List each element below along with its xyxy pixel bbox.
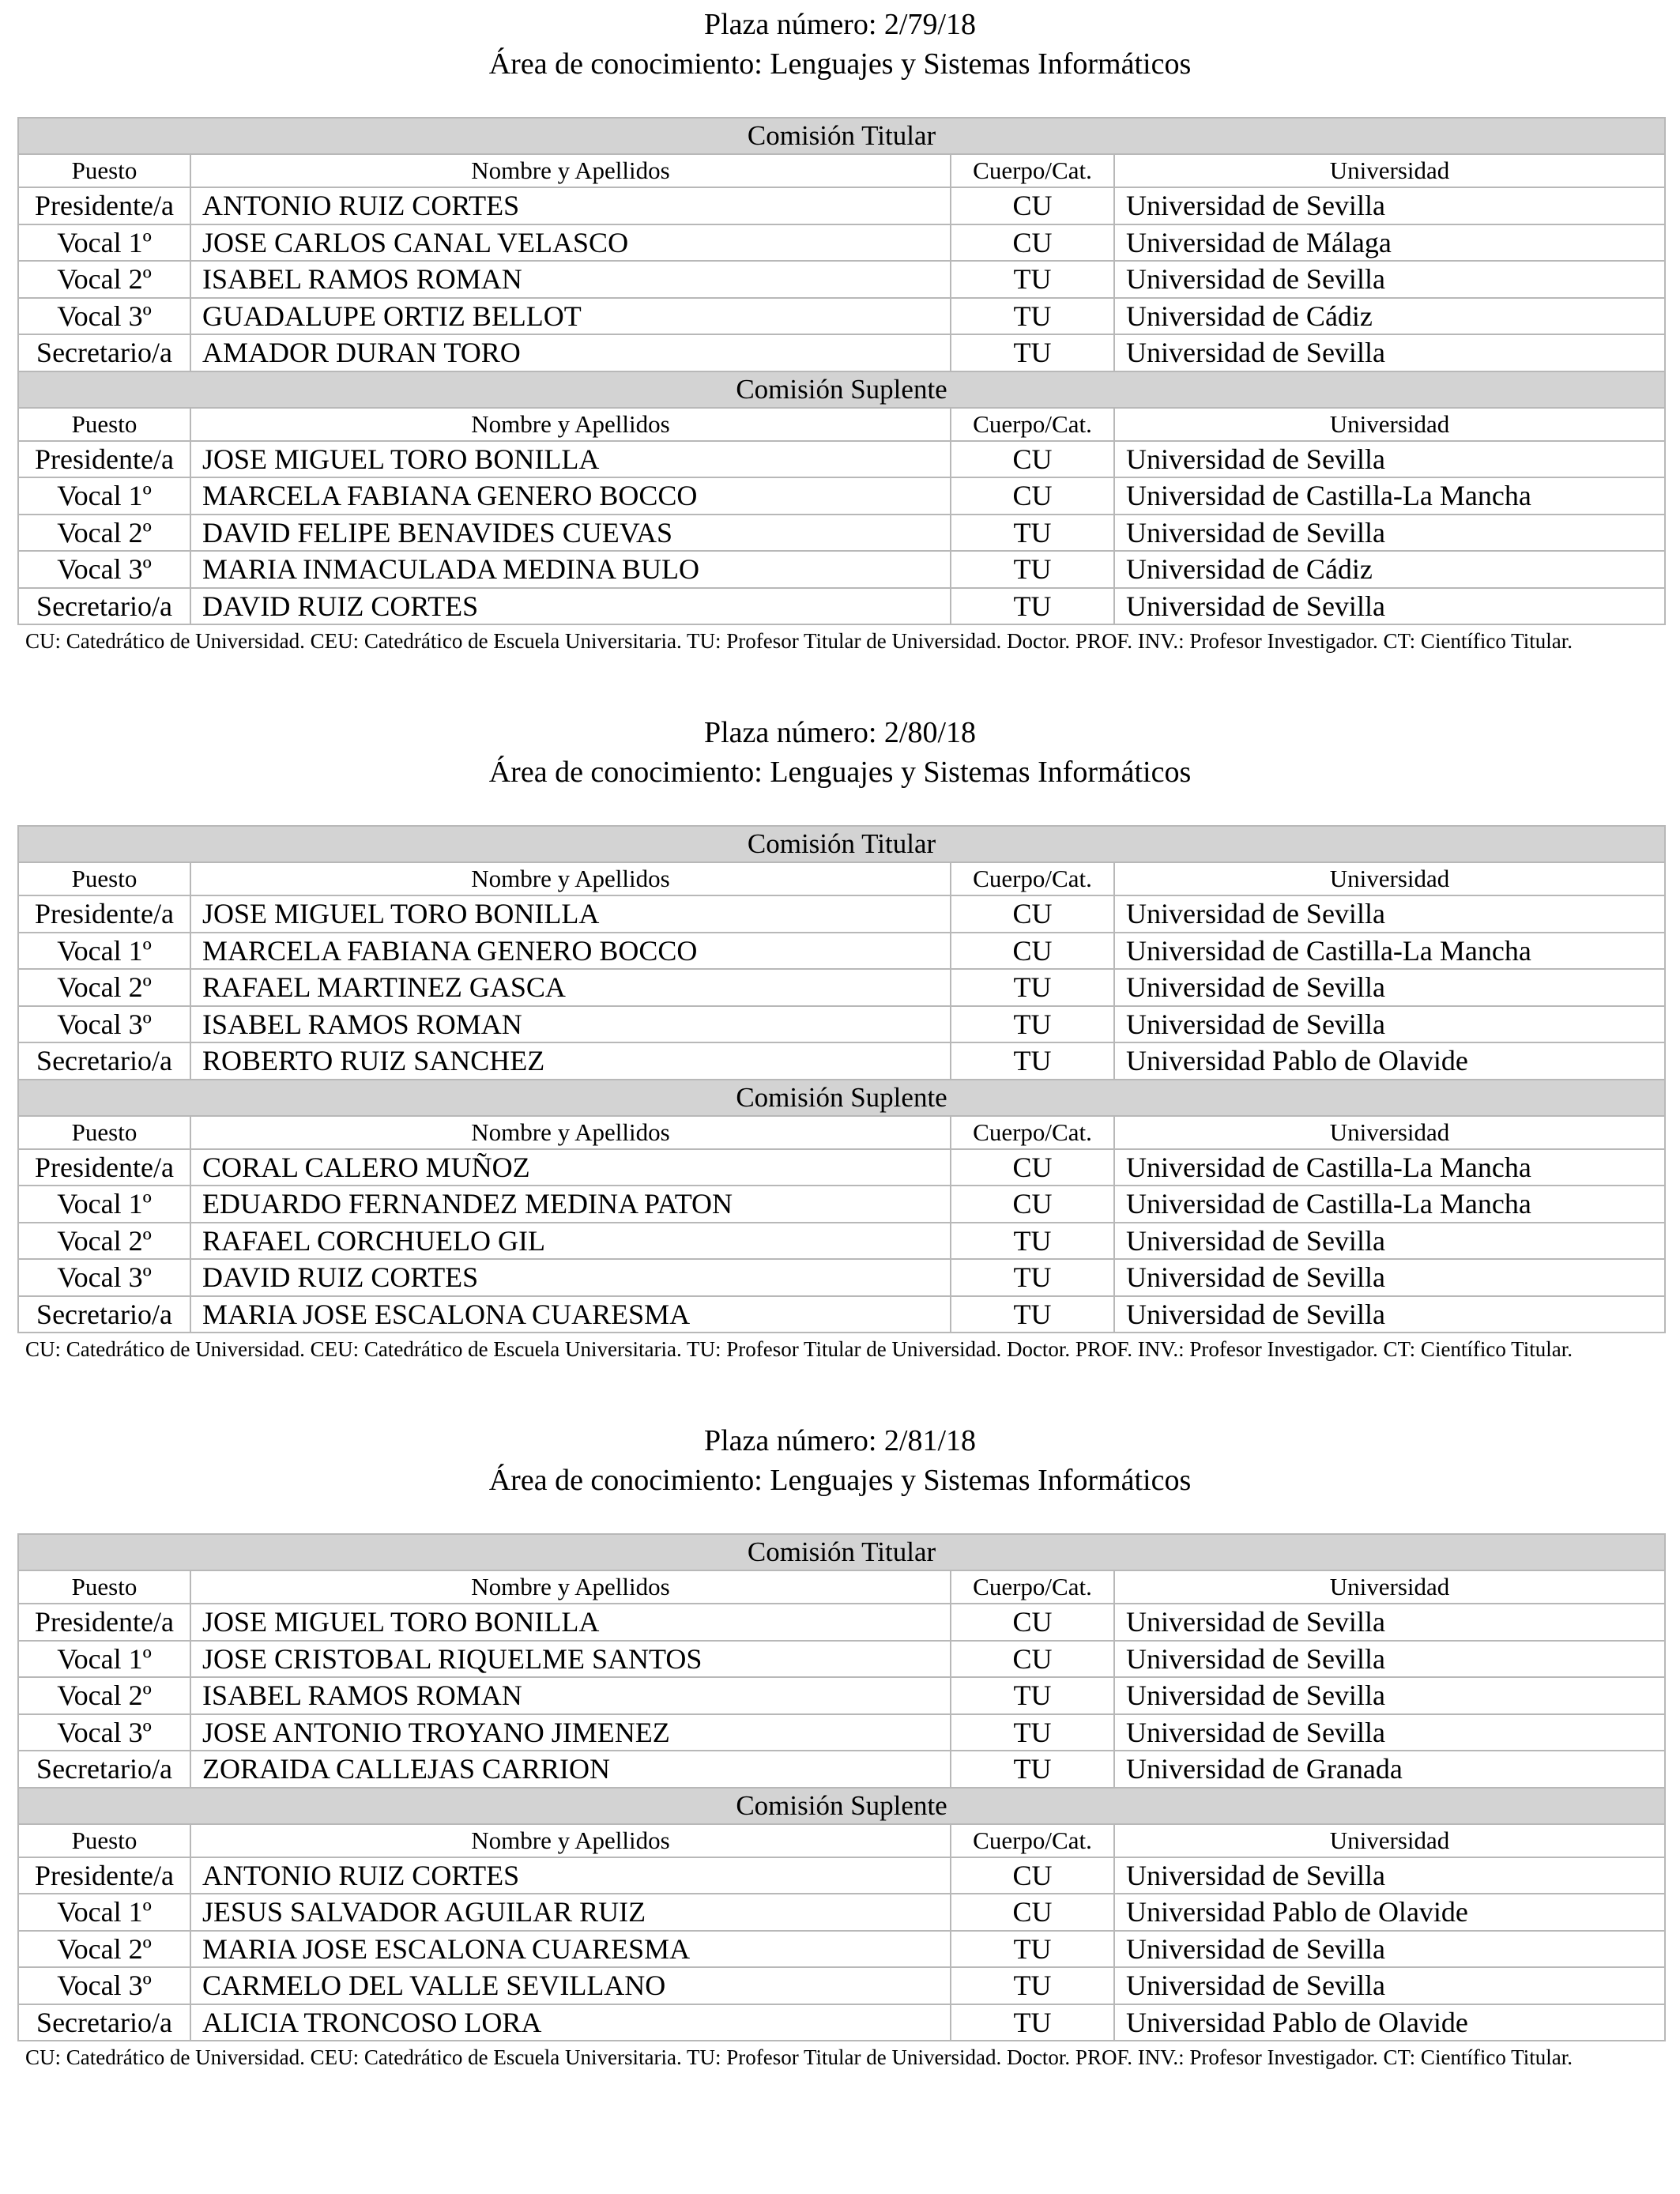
cell-universidad: Universidad de Cádiz [1114,551,1665,588]
cell-puesto: Vocal 1º [18,477,190,515]
cell-universidad: Universidad de Sevilla [1114,1967,1665,2004]
cell-cuerpo: TU [951,1677,1114,1714]
cell-cuerpo: CU [951,933,1114,970]
table-row [18,2004,1665,2041]
cell-nombre: MARCELA FABIANA GENERO BOCCO [190,477,951,515]
section-header-row [18,1080,1665,1116]
cell-nombre: CORAL CALERO MUÑOZ [190,1149,951,1186]
column-header-nombre: Nombre y Apellidos [190,862,951,895]
cell-cuerpo: CU [951,1641,1114,1678]
table-row [18,334,1665,371]
cell-universidad: Universidad de Sevilla [1114,1259,1665,1296]
column-header-nombre: Nombre y Apellidos [190,154,951,187]
cell-nombre: CARMELO DEL VALLE SEVILLANO [190,1967,951,2004]
cell-universidad: Universidad de Sevilla [1114,334,1665,371]
column-header-nombre: Nombre y Apellidos [190,1824,951,1857]
table-row [18,1677,1665,1714]
plaza-number: Plaza número: 2/79/18 [703,8,977,41]
table-row [18,1223,1665,1260]
cell-nombre: JOSE ANTONIO TROYANO JIMENEZ [190,1714,951,1751]
column-header-universidad: Universidad [1114,1824,1665,1857]
table-row [18,1006,1665,1043]
cell-cuerpo: CU [951,1857,1114,1894]
comision-titular-header: Comisión Titular [18,1534,1665,1570]
cell-cuerpo: CU [951,477,1114,515]
cell-cuerpo: TU [951,1967,1114,2004]
column-header-cuerpo: Cuerpo/Cat. [951,1116,1114,1149]
cell-puesto: Presidente/a [18,1604,190,1641]
cell-nombre: MARIA JOSE ESCALONA CUARESMA [190,1931,951,1968]
cell-puesto: Vocal 3º [18,1967,190,2004]
column-header-row [18,154,1665,187]
cell-nombre: DAVID FELIPE BENAVIDES CUEVAS [190,515,951,552]
comision-suplente-header: Comisión Suplente [18,1080,1665,1116]
plaza-number: Plaza número: 2/80/18 [703,716,977,749]
column-header-nombre: Nombre y Apellidos [190,1116,951,1149]
section-header-row [18,1788,1665,1824]
cell-nombre: JOSE MIGUEL TORO BONILLA [190,1604,951,1641]
cell-nombre: ZORAIDA CALLEJAS CARRION [190,1751,951,1788]
column-header-universidad: Universidad [1114,154,1665,187]
column-header-puesto: Puesto [18,154,190,187]
comision-suplente-header: Comisión Suplente [18,1788,1665,1824]
column-header-cuerpo: Cuerpo/Cat. [951,1570,1114,1604]
section-header-row [18,1534,1665,1570]
commission-table [17,117,1666,625]
column-header-puesto: Puesto [18,408,190,441]
knowledge-area: Área de conocimiento: Lenguajes y Sistemas Informáticos [488,756,1192,789]
cell-universidad: Universidad de Castilla-La Mancha [1114,933,1665,970]
cell-universidad: Universidad de Castilla-La Mancha [1114,1186,1665,1223]
cell-nombre: RAFAEL MARTINEZ GASCA [190,969,951,1006]
column-header-puesto: Puesto [18,1824,190,1857]
column-header-row [18,862,1665,895]
cell-nombre: ISABEL RAMOS ROMAN [190,261,951,298]
cell-cuerpo: CU [951,1604,1114,1641]
column-header-row [18,408,1665,441]
column-header-row [18,1570,1665,1604]
table-row [18,261,1665,298]
table-row [18,588,1665,625]
cell-puesto: Vocal 2º [18,1223,190,1260]
cell-universidad: Universidad Pablo de Olavide [1114,1894,1665,1931]
cell-cuerpo: CU [951,1186,1114,1223]
cell-cuerpo: TU [951,1042,1114,1080]
comision-suplente-header: Comisión Suplente [18,371,1665,408]
section-header-row [18,118,1665,154]
table-row [18,1751,1665,1788]
cell-puesto: Secretario/a [18,2004,190,2041]
knowledge-area: Área de conocimiento: Lenguajes y Sistemas Informáticos [488,47,1192,81]
table-row [18,1641,1665,1678]
cell-universidad: Universidad de Sevilla [1114,187,1665,224]
column-header-row [18,1116,1665,1149]
table-row [18,1186,1665,1223]
abbreviations-note: CU: Catedrático de Universidad. CEU: Catedrático de Escuela Universitaria. TU: Profesor Titular de Universidad. Doctor. PROF. INV.: Profesor Investigador. CT: Científico Titular. [25,629,1573,653]
table-row [18,224,1665,262]
cell-cuerpo: CU [951,1894,1114,1931]
cell-universidad: Universidad de Granada [1114,1751,1665,1788]
column-header-nombre: Nombre y Apellidos [190,408,951,441]
cell-nombre: JOSE MIGUEL TORO BONILLA [190,441,951,478]
cell-universidad: Universidad de Sevilla [1114,261,1665,298]
cell-universidad: Universidad de Sevilla [1114,969,1665,1006]
table-row [18,551,1665,588]
column-header-row [18,1824,1665,1857]
cell-nombre: ISABEL RAMOS ROMAN [190,1677,951,1714]
cell-cuerpo: CU [951,224,1114,262]
cell-nombre: RAFAEL CORCHUELO GIL [190,1223,951,1260]
cell-cuerpo: TU [951,588,1114,625]
cell-cuerpo: CU [951,187,1114,224]
table-row [18,1296,1665,1333]
abbreviations-note: CU: Catedrático de Universidad. CEU: Catedrático de Escuela Universitaria. TU: Profesor Titular de Universidad. Doctor. PROF. INV.: Profesor Investigador. CT: Científico Titular. [25,2045,1573,2069]
cell-nombre: DAVID RUIZ CORTES [190,588,951,625]
cell-nombre: ANTONIO RUIZ CORTES [190,187,951,224]
abbreviations-note: CU: Catedrático de Universidad. CEU: Catedrático de Escuela Universitaria. TU: Profesor Titular de Universidad. Doctor. PROF. INV.: Profesor Investigador. CT: Científico Titular. [25,1337,1573,1361]
cell-universidad: Universidad Pablo de Olavide [1114,2004,1665,2041]
cell-puesto: Vocal 2º [18,1677,190,1714]
cell-universidad: Universidad de Sevilla [1114,895,1665,933]
table-row [18,441,1665,478]
column-header-puesto: Puesto [18,862,190,895]
cell-cuerpo: TU [951,551,1114,588]
table-row [18,1149,1665,1186]
table-row [18,187,1665,224]
cell-cuerpo: CU [951,1149,1114,1186]
cell-nombre: EDUARDO FERNANDEZ MEDINA PATON [190,1186,951,1223]
table-row [18,1714,1665,1751]
cell-puesto: Vocal 3º [18,1714,190,1751]
cell-universidad: Universidad de Sevilla [1114,588,1665,625]
cell-nombre: MARIA INMACULADA MEDINA BULO [190,551,951,588]
cell-puesto: Vocal 1º [18,1641,190,1678]
section-header-row [18,371,1665,408]
cell-puesto: Vocal 3º [18,551,190,588]
cell-cuerpo: TU [951,2004,1114,2041]
cell-nombre: MARIA JOSE ESCALONA CUARESMA [190,1296,951,1333]
cell-universidad: Universidad de Sevilla [1114,1677,1665,1714]
cell-cuerpo: TU [951,261,1114,298]
cell-universidad: Universidad de Sevilla [1114,1641,1665,1678]
plaza-number: Plaza número: 2/81/18 [703,1424,977,1457]
cell-universidad: Universidad de Sevilla [1114,1857,1665,1894]
cell-nombre: ISABEL RAMOS ROMAN [190,1006,951,1043]
cell-puesto: Vocal 3º [18,1259,190,1296]
cell-universidad: Universidad de Sevilla [1114,1006,1665,1043]
column-header-cuerpo: Cuerpo/Cat. [951,862,1114,895]
cell-universidad: Universidad de Cádiz [1114,298,1665,335]
cell-puesto: Secretario/a [18,1751,190,1788]
cell-puesto: Presidente/a [18,1857,190,1894]
cell-nombre: DAVID RUIZ CORTES [190,1259,951,1296]
cell-puesto: Secretario/a [18,588,190,625]
cell-puesto: Presidente/a [18,187,190,224]
table-row [18,1042,1665,1080]
table-row [18,933,1665,970]
cell-puesto: Secretario/a [18,1296,190,1333]
cell-universidad: Universidad de Málaga [1114,224,1665,262]
cell-cuerpo: CU [951,441,1114,478]
cell-puesto: Vocal 1º [18,933,190,970]
column-header-cuerpo: Cuerpo/Cat. [951,1824,1114,1857]
cell-puesto: Vocal 2º [18,1931,190,1968]
cell-universidad: Universidad de Sevilla [1114,1604,1665,1641]
cell-puesto: Vocal 2º [18,515,190,552]
cell-nombre: ANTONIO RUIZ CORTES [190,1857,951,1894]
cell-nombre: JOSE CARLOS CANAL VELASCO [190,224,951,262]
column-header-cuerpo: Cuerpo/Cat. [951,408,1114,441]
cell-puesto: Vocal 1º [18,1894,190,1931]
column-header-puesto: Puesto [18,1570,190,1604]
knowledge-area: Área de conocimiento: Lenguajes y Sistemas Informáticos [488,1464,1192,1497]
cell-nombre: JOSE MIGUEL TORO BONILLA [190,895,951,933]
cell-universidad: Universidad de Sevilla [1114,1931,1665,1968]
cell-cuerpo: TU [951,515,1114,552]
cell-nombre: AMADOR DURAN TORO [190,334,951,371]
cell-cuerpo: TU [951,1751,1114,1788]
section-header-row [18,826,1665,862]
comision-titular-header: Comisión Titular [18,118,1665,154]
cell-nombre: ALICIA TRONCOSO LORA [190,2004,951,2041]
table-row [18,515,1665,552]
cell-puesto: Presidente/a [18,441,190,478]
cell-universidad: Universidad de Sevilla [1114,1223,1665,1260]
comision-titular-header: Comisión Titular [18,826,1665,862]
cell-universidad: Universidad de Castilla-La Mancha [1114,1149,1665,1186]
table-row [18,1604,1665,1641]
table-row [18,895,1665,933]
cell-universidad: Universidad de Sevilla [1114,1714,1665,1751]
cell-puesto: Secretario/a [18,334,190,371]
cell-universidad: Universidad de Castilla-La Mancha [1114,477,1665,515]
column-header-cuerpo: Cuerpo/Cat. [951,154,1114,187]
table-row [18,1894,1665,1931]
cell-cuerpo: TU [951,1296,1114,1333]
cell-universidad: Universidad de Sevilla [1114,515,1665,552]
cell-puesto: Vocal 1º [18,224,190,262]
cell-cuerpo: TU [951,1223,1114,1260]
column-header-universidad: Universidad [1114,1116,1665,1149]
cell-cuerpo: TU [951,1259,1114,1296]
table-row [18,1931,1665,1968]
cell-nombre: JOSE CRISTOBAL RIQUELME SANTOS [190,1641,951,1678]
column-header-universidad: Universidad [1114,1570,1665,1604]
cell-puesto: Vocal 3º [18,298,190,335]
cell-puesto: Secretario/a [18,1042,190,1080]
column-header-puesto: Puesto [18,1116,190,1149]
cell-puesto: Vocal 1º [18,1186,190,1223]
cell-cuerpo: TU [951,298,1114,335]
table-row [18,1967,1665,2004]
column-header-nombre: Nombre y Apellidos [190,1570,951,1604]
table-row [18,477,1665,515]
cell-puesto: Presidente/a [18,895,190,933]
cell-cuerpo: TU [951,1931,1114,1968]
column-header-universidad: Universidad [1114,862,1665,895]
table-row [18,1857,1665,1894]
table-row [18,969,1665,1006]
commission-table [17,825,1666,1333]
table-row [18,1259,1665,1296]
cell-cuerpo: CU [951,895,1114,933]
table-row [18,298,1665,335]
cell-puesto: Vocal 3º [18,1006,190,1043]
cell-nombre: ROBERTO RUIZ SANCHEZ [190,1042,951,1080]
cell-universidad: Universidad de Sevilla [1114,1296,1665,1333]
cell-cuerpo: TU [951,969,1114,1006]
cell-nombre: JESUS SALVADOR AGUILAR RUIZ [190,1894,951,1931]
cell-cuerpo: TU [951,1714,1114,1751]
cell-universidad: Universidad Pablo de Olavide [1114,1042,1665,1080]
cell-nombre: MARCELA FABIANA GENERO BOCCO [190,933,951,970]
cell-puesto: Presidente/a [18,1149,190,1186]
cell-universidad: Universidad de Sevilla [1114,441,1665,478]
commission-table [17,1533,1666,2041]
cell-puesto: Vocal 2º [18,261,190,298]
cell-cuerpo: TU [951,1006,1114,1043]
column-header-universidad: Universidad [1114,408,1665,441]
cell-cuerpo: TU [951,334,1114,371]
cell-nombre: GUADALUPE ORTIZ BELLOT [190,298,951,335]
cell-puesto: Vocal 2º [18,969,190,1006]
